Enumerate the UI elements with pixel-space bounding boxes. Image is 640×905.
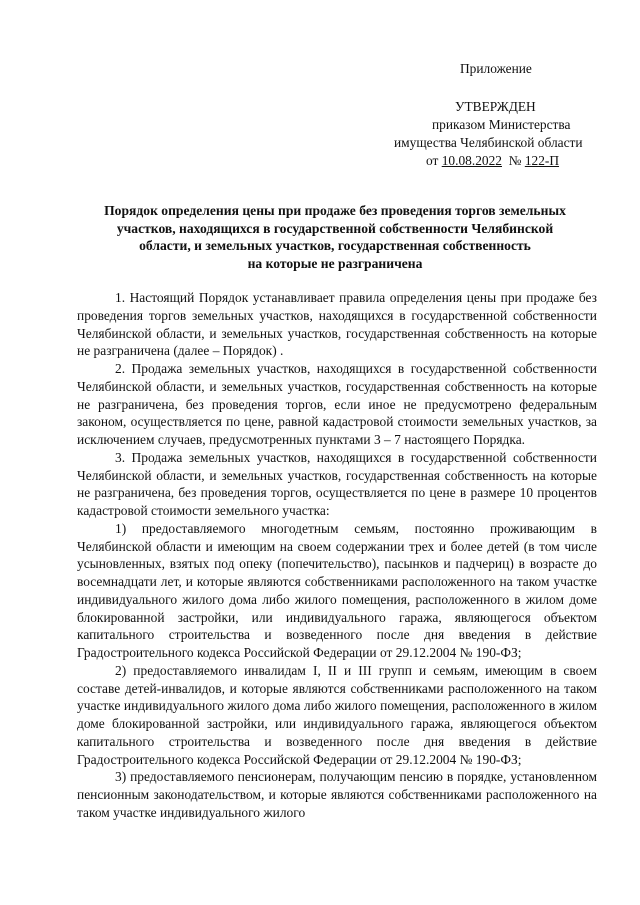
appendix-label: Приложение	[460, 61, 532, 76]
order-date-line	[426, 152, 559, 170]
paragraph-1: 1. Настоящий Порядок устанавливает правила определения цены при продаже без проведения торгов земельных участков, находящихся в государственной собственности Челябинской области, и земельных участков, государственная собственность на которые не разграничена (далее – Порядок) .	[77, 290, 597, 359]
title-line: Порядок определения цены при продаже без проведения торгов земельных	[104, 203, 566, 218]
document-body	[77, 289, 597, 822]
order-date: 10.08.2022	[441, 153, 502, 168]
paragraph-3: 3. Продажа земельных участков, находящихся в государственной собственности Челябинской области, и земельных участков, государственная собственность на которые не разграничена, без проведения торгов, осуществляется по цене в размере 10 процентов кадастровой стоимости земельного участка:	[77, 449, 597, 518]
subparagraph-3: 3) предоставляемого пенсионерам, получающим пенсию в порядке, установленном пенсионным законодательством, и которые являются собственниками расположенного на таком участке индивидуального жилого	[77, 769, 597, 820]
order-number: 122-П	[524, 153, 560, 168]
approved-label: УТВЕРЖДЕН	[455, 99, 536, 114]
paragraph-2: 2. Продажа земельных участков, находящихся в государственной собственности Челябинской области, и земельных участков, государственная собственность на которые не разграничена, без проведения торгов, если иное не предусмотрено федеральным законом, осуществляется по цене, равной кадастровой стоимости земельных участков, за исключением случаев, предусмотренных пунктами 3 – 7 настоящего Порядка.	[77, 361, 597, 447]
title-line: участков, находящихся в государственной собственности Челябинской	[116, 220, 554, 236]
document-title	[70, 202, 600, 272]
subparagraph-1: 1) предоставляемого многодетным семьям, постоянно проживающим в Челябинской области и имеющим на своем содержании трех и более детей (в том числе усыновленных, взятых под опеку (попечительство), пасынков и падчериц) в возрасте до восемнадцати лет, и которые являются собственниками расположенного на таком участке индивидуального жилого дома либо жилого помещения, расположенного в жилом доме блокированной застройки, или индивидуального гаража, являющегося объектом капитального строительства и возведенного после дня введения в действие Градостроительного кодекса Российской Федерации от 29.12.2004 № 190-ФЗ;	[77, 520, 597, 660]
title-line: на которые не разграничена	[247, 255, 423, 271]
subparagraph-2: 2) предоставляемого инвалидам I, II и III групп и семьям, имеющим в своем составе детей-инвалидов, и которые являются собственниками расположенного на таком участке индивидуального жилого дома либо жилого помещения, расположенного в жилом доме блокированной застройки, или индивидуального гаража, являющегося объектом капитального строительства и возведенного после дня введения в действие Градостроительного кодекса Российской Федерации от 29.12.2004 № 190-ФЗ;	[77, 662, 597, 767]
order-by-label: приказом Министерства	[432, 117, 571, 132]
ministry-label: имущества Челябинской области	[394, 135, 583, 150]
date-prefix: от	[426, 153, 442, 168]
number-prefix: №	[501, 153, 525, 168]
title-line: области, и земельных участков, государственная собственность	[139, 238, 531, 254]
